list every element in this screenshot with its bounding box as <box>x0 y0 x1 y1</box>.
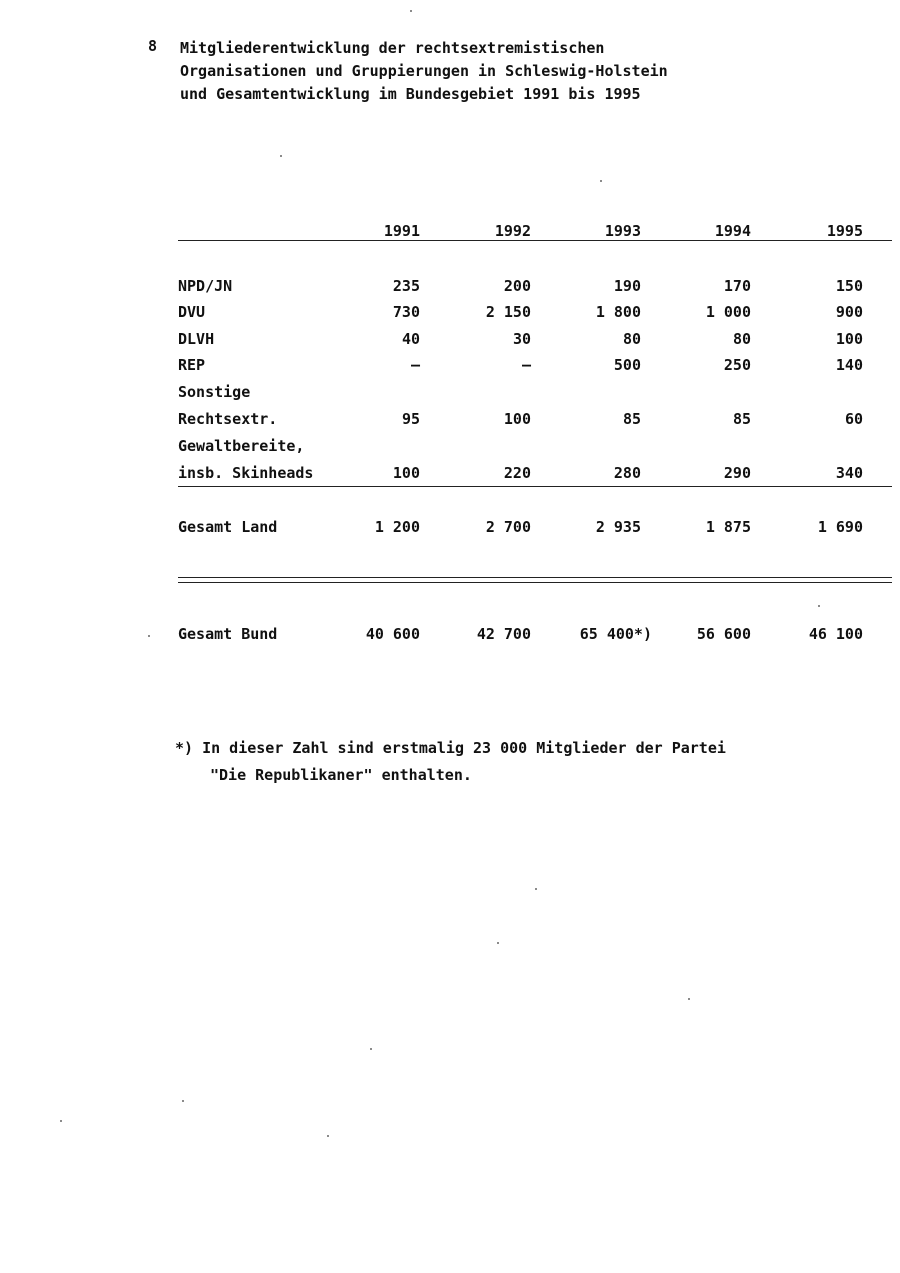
scan-speck <box>410 10 412 12</box>
table-row <box>0 437 900 459</box>
table-row <box>0 303 900 325</box>
section-number: 8 <box>148 37 158 55</box>
footnote-line: *) In dieser Zahl sind erstmalig 23 000 Mitglieder der Partei <box>175 739 726 757</box>
total-bund-row <box>0 625 900 647</box>
cell: 100 <box>392 464 420 482</box>
scan-speck <box>148 635 150 637</box>
table-row <box>0 356 900 378</box>
cell: 56 600 <box>696 625 751 643</box>
cell: 85 <box>732 410 751 428</box>
cell: 340 <box>835 464 863 482</box>
cell: 730 <box>392 303 420 321</box>
cell: 2 150 <box>485 303 531 321</box>
year-header: 1994 <box>714 222 751 240</box>
cell: 200 <box>503 277 531 295</box>
title-line: Mitgliederentwicklung der rechtsextremistischen <box>180 39 605 57</box>
cell: 140 <box>835 356 863 374</box>
cell: 65 400*) <box>579 625 652 643</box>
scan-speck <box>280 155 282 157</box>
cell: 100 <box>835 330 863 348</box>
cell: 40 <box>401 330 420 348</box>
table-row <box>0 410 900 432</box>
title-line: und Gesamtentwicklung im Bundesgebiet 1991 bis 1995 <box>180 85 641 103</box>
row-label: insb. Skinheads <box>178 464 314 482</box>
scan-speck <box>60 1120 62 1122</box>
row-label: Gesamt Land <box>178 518 278 536</box>
subtotal-rule <box>178 486 892 487</box>
cell: 1 800 <box>595 303 641 321</box>
cell: 2 935 <box>595 518 641 536</box>
cell: 150 <box>835 277 863 295</box>
scan-speck <box>818 605 820 607</box>
cell: – <box>410 356 420 374</box>
cell: 40 600 <box>365 625 420 643</box>
scan-speck <box>370 1048 372 1050</box>
cell: 60 <box>844 410 863 428</box>
table-row <box>0 277 900 299</box>
section-title <box>180 37 668 106</box>
year-header: 1992 <box>494 222 531 240</box>
scan-speck <box>535 888 537 890</box>
cell: – <box>521 356 531 374</box>
cell: 80 <box>622 330 641 348</box>
scan-speck <box>600 180 602 182</box>
scan-speck <box>182 1100 184 1102</box>
cell: 42 700 <box>476 625 531 643</box>
cell: 190 <box>613 277 641 295</box>
cell: 170 <box>723 277 751 295</box>
row-label: Sonstige <box>178 383 251 401</box>
year-header: 1991 <box>383 222 420 240</box>
header-rule <box>178 240 892 241</box>
row-label: REP <box>178 356 206 374</box>
double-rule <box>178 577 892 583</box>
row-label: Gesamt Bund <box>178 625 278 643</box>
year-header: 1993 <box>604 222 641 240</box>
cell: 1 000 <box>705 303 751 321</box>
total-land-row <box>0 518 900 540</box>
cell: 1 875 <box>705 518 751 536</box>
table-row <box>0 464 900 486</box>
cell: 900 <box>835 303 863 321</box>
cell: 80 <box>732 330 751 348</box>
scan-speck <box>688 998 690 1000</box>
footnote <box>175 735 726 789</box>
row-label: NPD/JN <box>178 277 233 295</box>
row-label: DVU <box>178 303 206 321</box>
scan-speck <box>327 1135 329 1137</box>
year-header: 1995 <box>826 222 863 240</box>
cell: 100 <box>503 410 531 428</box>
title-line: Organisationen und Gruppierungen in Schleswig-Holstein <box>180 62 668 80</box>
cell: 2 700 <box>485 518 531 536</box>
scan-speck <box>497 942 499 944</box>
cell: 85 <box>622 410 641 428</box>
table-row <box>0 383 900 405</box>
row-label: Gewaltbereite, <box>178 437 305 455</box>
cell: 280 <box>613 464 641 482</box>
footnote-line: "Die Republikaner" enthalten. <box>210 766 472 784</box>
cell: 235 <box>392 277 420 295</box>
table-row <box>0 330 900 352</box>
cell: 500 <box>613 356 641 374</box>
cell: 1 200 <box>374 518 420 536</box>
cell: 30 <box>512 330 531 348</box>
row-label: DLVH <box>178 330 215 348</box>
cell: 290 <box>723 464 751 482</box>
row-label: Rechtsextr. <box>178 410 278 428</box>
cell: 95 <box>401 410 420 428</box>
cell: 46 100 <box>808 625 863 643</box>
cell: 250 <box>723 356 751 374</box>
cell: 1 690 <box>817 518 863 536</box>
cell: 220 <box>503 464 531 482</box>
